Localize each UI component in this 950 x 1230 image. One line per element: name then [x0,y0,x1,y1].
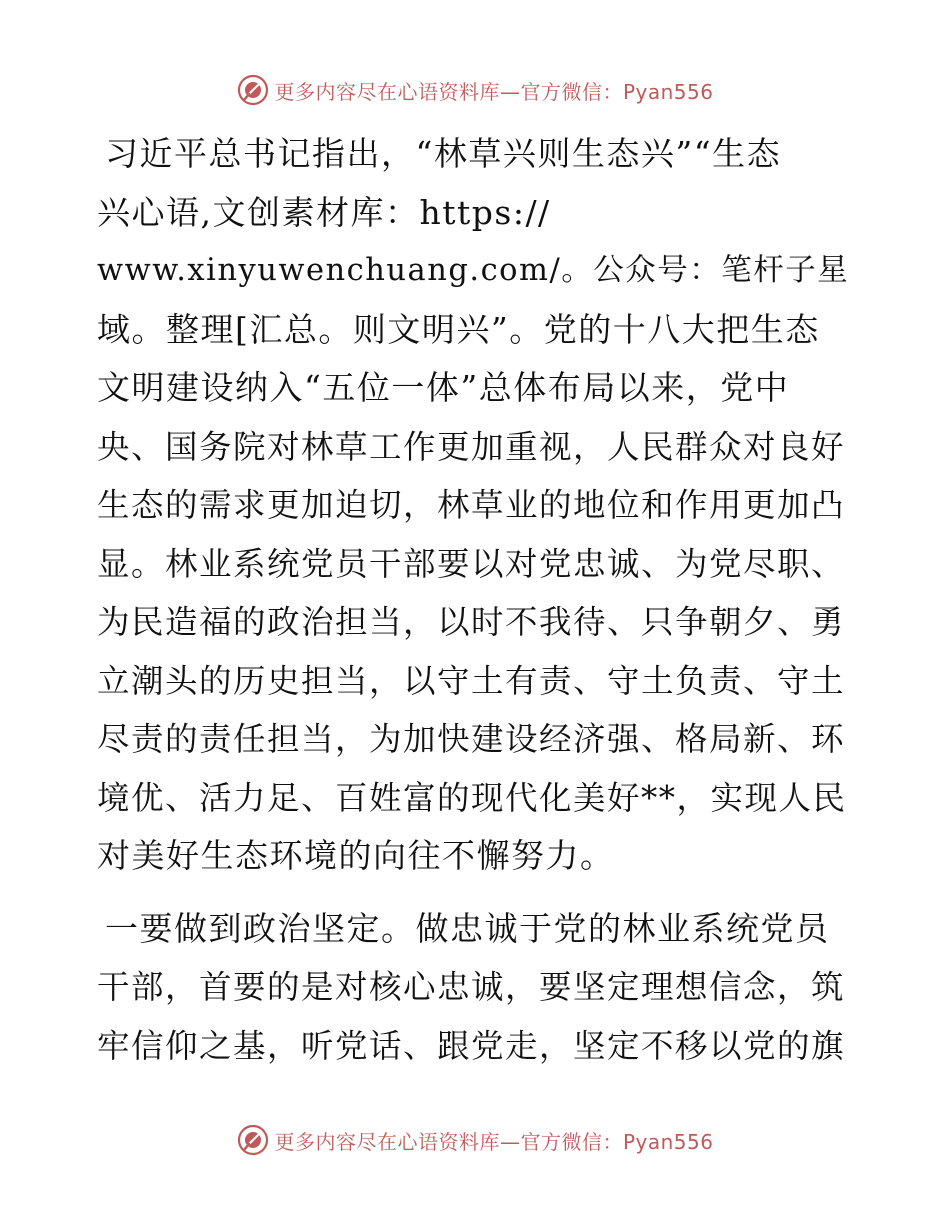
text-line: 兴心语,文创素材库：https:// [97,192,551,232]
text-line: 央、国务院对林草工作更加重视，人民群众对良好 [97,427,846,466]
text-line: 立潮头的历史担当，以守土有责、守土负责、守土 [97,661,846,700]
text-line: 一要做到政治坚定。做忠诚于党的林业系统党员 [105,908,830,948]
paragraph [97,900,852,1076]
text-line: 对美好生态环境的向往不懈努力。 [97,836,615,875]
paragraph-spacer [97,886,852,900]
text-line: 境优、活力足、百姓富的现代化美好**，实现人民 [97,778,847,817]
text-line: www.xinyuwenchuang.com/。公众号：笔杆子星 [97,253,850,288]
text-line: 尽责的责任担当，为加快建设经济强、格局新、环 [97,720,846,758]
document-body [97,125,852,1075]
text-line: 域。整理[汇总。则文明兴”。党的十八大把生态 [97,309,820,349]
pen-logo-icon [236,1123,270,1157]
pen-logo-icon [236,73,270,107]
text-line: 文明建设纳入“五位一体”总体布局以来，党中 [97,368,790,407]
watermark-text: 更多内容尽在心语资料库—官方微信：Pyan556 [274,1129,714,1154]
footer-watermark [0,1120,950,1160]
text-line: 牢信仰之基，听党话、跟党走，坚定不移以党的旗 [97,1026,846,1065]
watermark-text: 更多内容尽在心语资料库—官方微信：Pyan556 [274,79,714,104]
text-line: 为民造福的政治担当，以时不我待、只争朝夕、勇 [97,603,846,641]
paragraph [97,125,852,886]
header-watermark [0,70,950,110]
text-line: 生态的需求更加迫切，林草业的地位和作用更加凸 [97,486,846,524]
text-line: 干部，首要的是对核心忠诚，要坚定理想信念，筑 [97,968,846,1006]
text-line: 显。林业系统党员干部要以对党忠诚、为党尽职、 [97,544,846,583]
text-line: 习近平总书记指出，“林草兴则生态兴”“生态 [105,134,782,173]
